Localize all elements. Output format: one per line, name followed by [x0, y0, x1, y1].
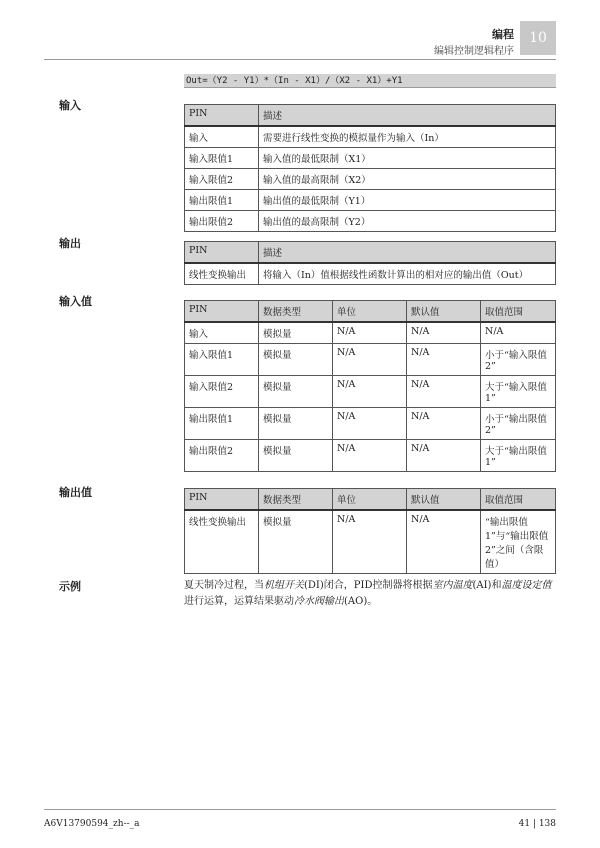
table-cell: 模拟量: [259, 510, 333, 574]
section-label-output-values: 输出值: [59, 486, 92, 499]
output-table: [184, 241, 556, 285]
example-term-setpoint: 温度设定值: [501, 580, 552, 591]
table-cell: 输入限值1: [185, 344, 259, 376]
example-text-part: (AI)和: [472, 580, 502, 591]
table-cell: 小于“输出限值2”: [481, 408, 556, 440]
table-cell: 输出值的最低限制（Y1）: [259, 190, 556, 211]
table-header: PIN: [185, 301, 259, 323]
output-values-table: [184, 488, 556, 574]
example-text-part: (DI)闭合，PID控制器将根据: [304, 580, 433, 591]
table-cell: N/A: [407, 322, 481, 344]
table-cell: 输出限值1: [185, 190, 259, 211]
example-text-part: 夏天制冷过程，当: [184, 580, 264, 591]
table-header: 默认值: [407, 489, 481, 511]
example-text-part: (AO)。: [344, 596, 378, 607]
chapter-number: 10: [520, 21, 556, 55]
example-term-room-temp: 室内温度: [432, 580, 473, 591]
section-label-input: 输入: [59, 99, 81, 112]
table-header: PIN: [185, 242, 259, 264]
table-row: [185, 344, 556, 376]
table-cell: 输出值的最高限制（Y2）: [259, 211, 556, 232]
table-row: [185, 126, 556, 148]
table-row: [185, 408, 556, 440]
table-cell: N/A: [333, 376, 407, 408]
document-id: A6V13790594_zh--_a: [44, 819, 140, 829]
table-row: [185, 148, 556, 169]
table-cell: 模拟量: [259, 344, 333, 376]
table-cell: 输入值的最高限制（X2）: [259, 169, 556, 190]
table-row: [185, 190, 556, 211]
table-cell: 输出限值1: [185, 408, 259, 440]
table-cell: 需要进行线性变换的模拟量作为输入（In）: [259, 126, 556, 148]
table-cell: N/A: [481, 322, 556, 344]
table-cell: 输入限值1: [185, 148, 259, 169]
table-cell: 线性变换输出: [185, 263, 259, 285]
table-header: 单位: [333, 301, 407, 323]
table-cell: 大于“输出限值1”: [481, 440, 556, 472]
table-row: [185, 440, 556, 472]
table-cell: “输出限值1”与“输出限值2”之间（含限值）: [481, 510, 556, 574]
table-cell: 模拟量: [259, 376, 333, 408]
example-term-valve-output: 冷水阀输出: [294, 596, 344, 607]
example-term-unit-switch: 机组开关: [264, 580, 304, 591]
chapter-subtitle: 编辑控制逻辑程序: [434, 46, 514, 57]
table-cell: N/A: [333, 408, 407, 440]
table-cell: 小于“输入限值2”: [481, 344, 556, 376]
table-row: [185, 322, 556, 344]
table-cell: N/A: [333, 322, 407, 344]
table-cell: N/A: [333, 344, 407, 376]
table-cell: 输出限值2: [185, 440, 259, 472]
table-header: 描述: [259, 105, 556, 127]
table-cell: 将输入（In）值根据线性函数计算出的相对应的输出值（Out）: [259, 263, 556, 285]
table-cell: 输入: [185, 126, 259, 148]
table-header: 取值范围: [481, 489, 556, 511]
table-cell: N/A: [407, 440, 481, 472]
table-row: [185, 510, 556, 574]
header-divider: [44, 59, 556, 60]
table-cell: N/A: [407, 376, 481, 408]
table-cell: 输入: [185, 322, 259, 344]
formula-bar: Out=（Y2 - Y1）*（In - X1）/（X2 - X1）+Y1: [184, 74, 556, 88]
table-row: [185, 169, 556, 190]
table-cell: 输入限值2: [185, 376, 259, 408]
table-cell: N/A: [407, 510, 481, 574]
input-table: [184, 104, 556, 232]
chapter-title: 编程: [492, 28, 514, 41]
table-cell: N/A: [407, 408, 481, 440]
table-header: 单位: [333, 489, 407, 511]
example-text-part: 进行运算，运算结果驱动: [184, 596, 294, 607]
table-cell: 输出限值2: [185, 211, 259, 232]
input-values-table: [184, 300, 556, 472]
table-header: PIN: [185, 105, 259, 127]
table-header: 描述: [259, 242, 556, 264]
table-row: [185, 376, 556, 408]
example-paragraph: [184, 578, 564, 610]
table-cell: N/A: [333, 440, 407, 472]
table-cell: 输入限值2: [185, 169, 259, 190]
table-cell: 模拟量: [259, 408, 333, 440]
table-row: [185, 263, 556, 285]
table-row: [185, 211, 556, 232]
table-cell: N/A: [333, 510, 407, 574]
section-label-output: 输出: [59, 237, 81, 250]
table-cell: 大于“输入限值1”: [481, 376, 556, 408]
footer-divider: [44, 809, 556, 810]
table-cell: 线性变换输出: [185, 510, 259, 574]
section-label-example: 示例: [59, 580, 81, 593]
table-header: 数据类型: [259, 489, 333, 511]
table-header: 默认值: [407, 301, 481, 323]
table-header: 数据类型: [259, 301, 333, 323]
table-cell: 模拟量: [259, 440, 333, 472]
table-cell: 输入值的最低限制（X1）: [259, 148, 556, 169]
table-cell: N/A: [407, 344, 481, 376]
table-cell: 模拟量: [259, 322, 333, 344]
table-header: 取值范围: [481, 301, 556, 323]
table-header: PIN: [185, 489, 259, 511]
page-number: 41 | 138: [518, 819, 556, 829]
section-label-input-values: 输入值: [59, 295, 92, 308]
